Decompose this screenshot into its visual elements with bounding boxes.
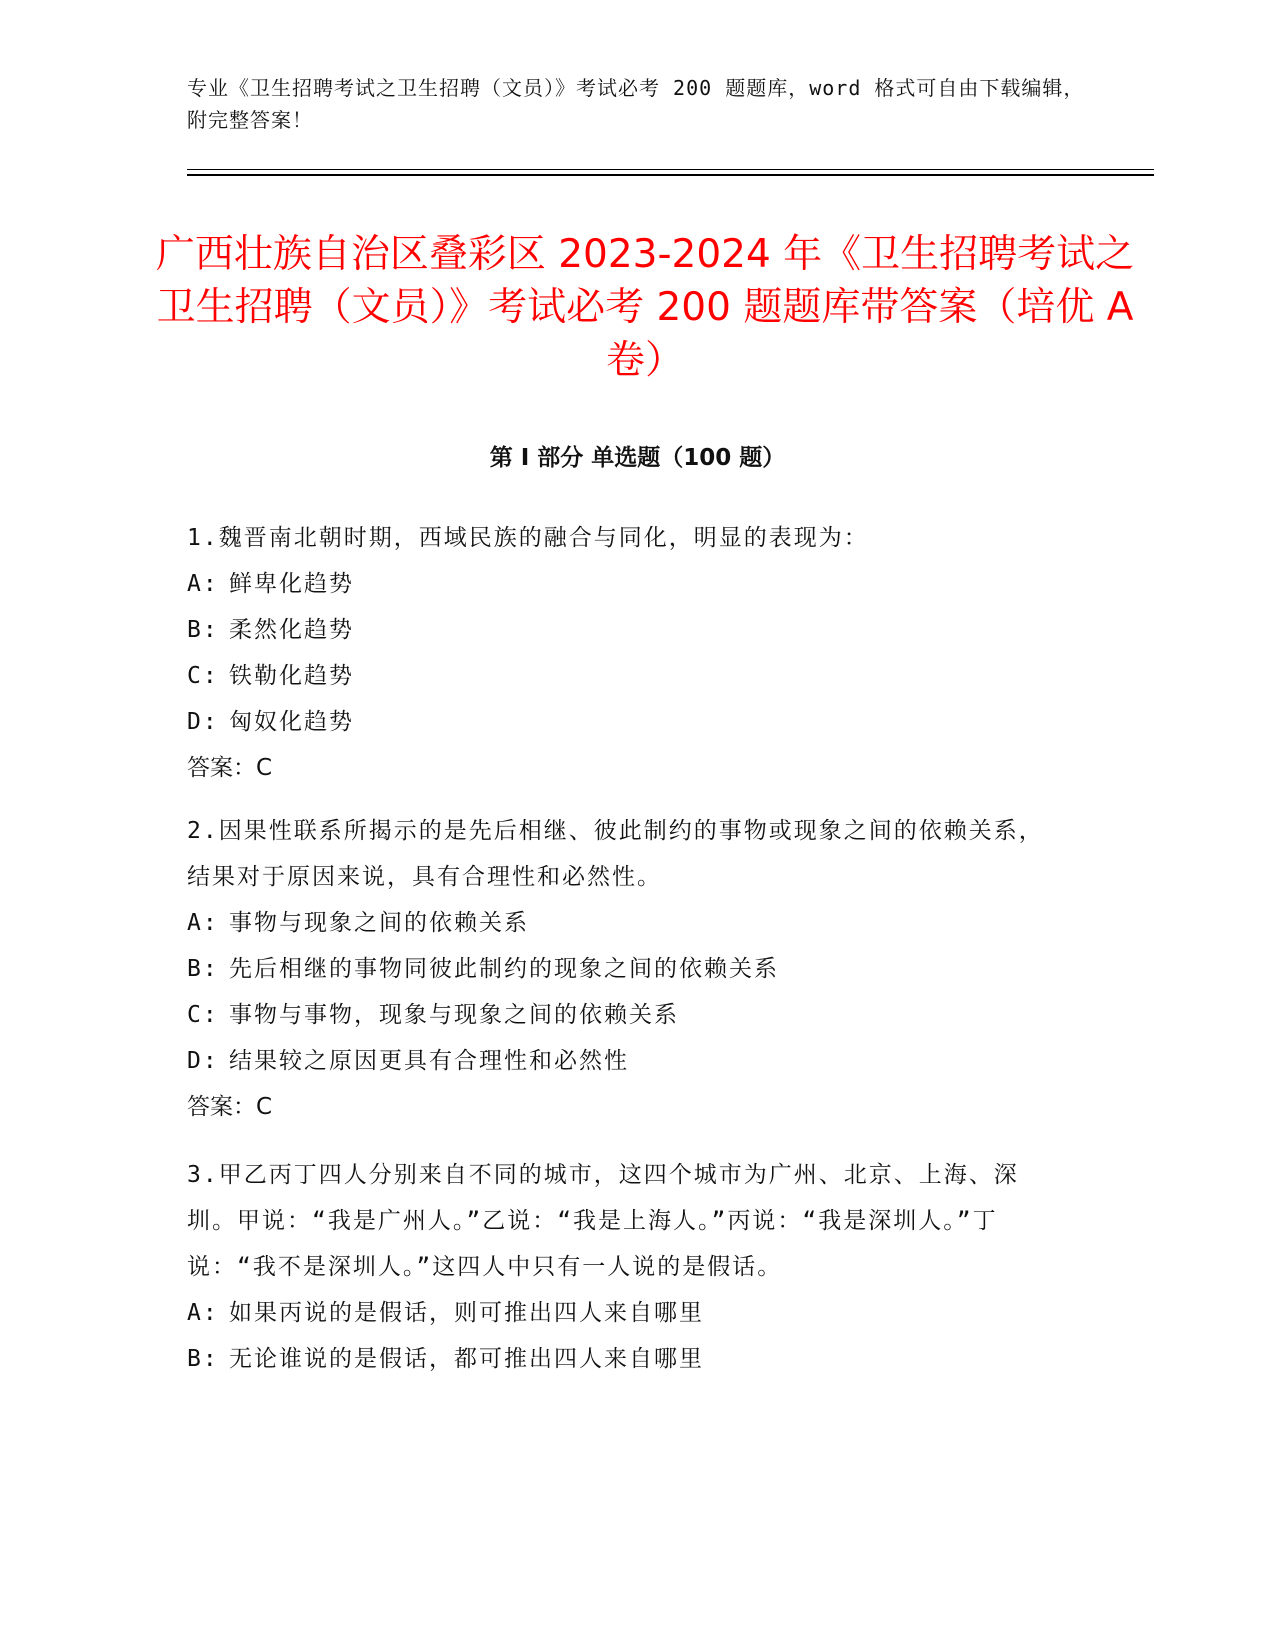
option-text: 铁勒化趋势 xyxy=(229,663,354,689)
document-title: 广西壮族自治区叠彩区 2023-2024 年《卫生招聘考试之卫生招聘（文员）》考试必考 200 题题库带答案（培优 A 卷） xyxy=(155,232,1135,383)
option-key: A: xyxy=(187,910,219,936)
question-3 xyxy=(187,1152,1067,1382)
option-text: 如果丙说的是假话，则可推出四人来自哪里 xyxy=(229,1300,704,1326)
question-1 xyxy=(187,515,1067,791)
option-key: A: xyxy=(187,571,219,597)
option-b xyxy=(187,946,1067,992)
option-key: B: xyxy=(187,956,219,982)
option-key: D: xyxy=(187,709,219,735)
option-key: C: xyxy=(187,1002,219,1028)
option-a xyxy=(187,1290,1067,1336)
option-text: 事物与现象之间的依赖关系 xyxy=(229,910,529,936)
option-d xyxy=(187,699,1067,745)
option-text: 无论谁说的是假话，都可推出四人来自哪里 xyxy=(229,1346,704,1372)
option-text: 柔然化趋势 xyxy=(229,617,354,643)
option-c xyxy=(187,992,1067,1038)
answer-line: 答案：C xyxy=(187,755,273,781)
option-a xyxy=(187,561,1067,607)
option-c xyxy=(187,653,1067,699)
question-text: 3.甲乙丙丁四人分别来自不同的城市，这四个城市为广州、北京、上海、深圳。甲说：“我是广州人。”乙说：“我是上海人。”丙说：“我是深圳人。”丁说：“我不是深圳人。”这四人中只有一人说的是假话。 xyxy=(187,1162,1019,1280)
option-key: D: xyxy=(187,1048,219,1074)
option-a xyxy=(187,900,1067,946)
section-heading: 第 I 部分 单选题（100 题） xyxy=(489,445,786,471)
header-rule-thin xyxy=(187,169,1154,170)
header-note: 专业《卫生招聘考试之卫生招聘（文员）》考试必考 200 题题库，word 格式可自由下载编辑，附完整答案！ xyxy=(187,76,1085,132)
option-text: 事物与事物，现象与现象之间的依赖关系 xyxy=(229,1002,679,1028)
option-key: A: xyxy=(187,1300,219,1326)
option-b xyxy=(187,607,1067,653)
option-d xyxy=(187,1038,1067,1084)
option-text: 结果较之原因更具有合理性和必然性 xyxy=(229,1048,629,1074)
option-text: 匈奴化趋势 xyxy=(229,709,354,735)
option-b xyxy=(187,1336,1067,1382)
option-key: B: xyxy=(187,617,219,643)
option-key: B: xyxy=(187,1346,219,1372)
option-text: 先后相继的事物同彼此制约的现象之间的依赖关系 xyxy=(229,956,779,982)
question-2 xyxy=(187,808,1067,1130)
option-key: C: xyxy=(187,663,219,689)
answer-line: 答案：C xyxy=(187,1094,273,1120)
header-rule-thick xyxy=(187,174,1154,176)
question-text: 2.因果性联系所揭示的是先后相继、彼此制约的事物或现象之间的依赖关系，结果对于原因来说，具有合理性和必然性。 xyxy=(187,818,1044,890)
question-text: 1.魏晋南北朝时期，西域民族的融合与同化，明显的表现为： xyxy=(187,525,869,551)
option-text: 鲜卑化趋势 xyxy=(229,571,354,597)
